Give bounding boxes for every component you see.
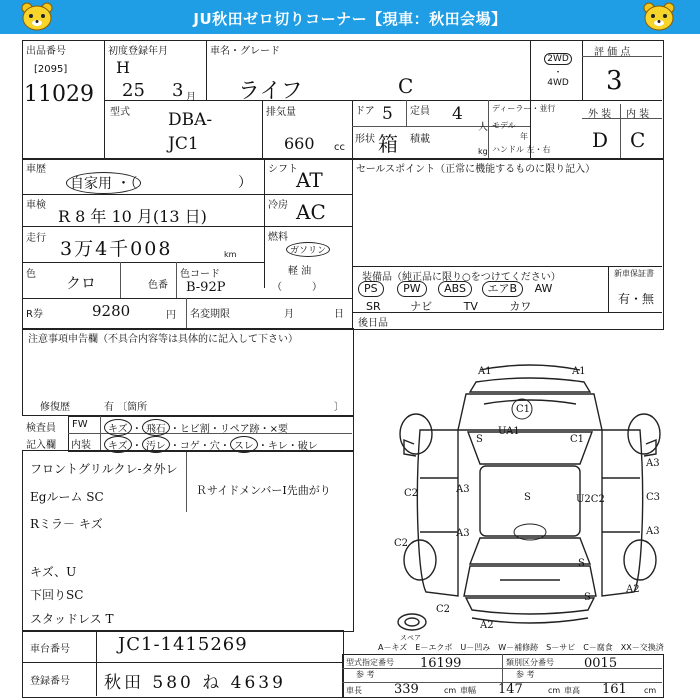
note-line-5: 下回りSC [30, 588, 84, 602]
equipment-row-1 [358, 281, 604, 297]
mark-c2-left: C2 [404, 488, 419, 499]
fw-repair: リペア跡 [219, 424, 260, 435]
type-designation-ref: 参 考 [356, 670, 375, 679]
color-no-label: 色番 [148, 280, 168, 291]
drive-type: 2WD ・ 4WD [538, 46, 578, 88]
inspector-label: 検査員 [26, 423, 56, 434]
repair-history-close: 〕 [334, 402, 344, 413]
header-title: JU秋田ゼロ切りコーナー【現車：秋田会場】 [193, 10, 507, 28]
doors-label: ドア [355, 106, 375, 117]
mark-s-rear-hatch: S [584, 592, 591, 603]
equip-leather: カワ [509, 300, 532, 313]
mark-c1-right: C1 [570, 434, 585, 445]
note-line-3: Rミラ－ キズ [30, 517, 103, 531]
color-label: 色 [26, 269, 36, 280]
mark-a2-rear: A2 [480, 620, 494, 631]
damage-marks [394, 366, 660, 631]
equip-tv: TV [463, 300, 478, 313]
chassis-no: JC1-1415269 [118, 634, 248, 655]
car-length-unit: cm [444, 686, 457, 695]
handle-label: ハンドル 左・右 [492, 145, 551, 154]
chassis-no-label: 車台番号 [30, 644, 70, 655]
model-label: 型式 [110, 107, 130, 118]
handwritten-notes-box [22, 450, 354, 632]
name-change-day: 日 [334, 309, 344, 320]
class-no-ref: 参 考 [516, 670, 535, 679]
grade-eval-label: 評 価 点 [594, 47, 631, 58]
equip-pw: PW [397, 281, 427, 297]
shape-label: 形状 [355, 134, 375, 145]
note-line-1: フロントグリルクレ-タ外レ [30, 462, 178, 476]
equip-aw: AW [534, 282, 553, 295]
cc-unit: cc [334, 142, 345, 153]
mark-a2-right: A2 [626, 584, 640, 595]
mark-s-roof: S [524, 492, 531, 503]
mark-ua1: UA1 [498, 426, 520, 437]
mark-a3-left-rear: A3 [456, 528, 470, 539]
mark-c2-bumper: C2 [436, 604, 451, 615]
kg-unit: kg [478, 147, 488, 156]
fuel-diesel: 軽 油 [288, 266, 312, 277]
equip-ps: PS [358, 281, 384, 297]
inspector-fw: FW [72, 419, 88, 430]
car-name: ライフ [238, 79, 303, 104]
car-width-unit: cm [548, 686, 561, 695]
class-no-label: 類別区分番号 [506, 658, 554, 667]
inspection-label: 車検 [26, 200, 46, 211]
aircon-label: 冷房 [268, 200, 288, 211]
model-year-unit: 年 [520, 132, 528, 141]
note-line-2: Egルーム SC [30, 490, 104, 504]
shape: 箱 [378, 132, 398, 156]
mark-s-rear-right: S [578, 558, 585, 569]
equipment-row-2 [366, 298, 606, 314]
km-unit: km [224, 250, 237, 259]
shift-value: AT [296, 168, 323, 192]
equipment-label: 装備品（純正品に限り○をつけてください） [362, 272, 561, 283]
equip-navi: ナビ [410, 300, 433, 313]
in-burn: コゲ [179, 441, 200, 452]
in-tear: 破レ [297, 441, 318, 452]
history-value: 自家用 ・（ [66, 172, 141, 194]
car-height-unit: cm [644, 686, 657, 695]
era: H [116, 58, 130, 77]
warranty-value: 有・無 [618, 292, 655, 306]
car-height: 161 [602, 682, 627, 697]
capacity: 4 [452, 104, 463, 124]
reg-no-label: 登録番号 [30, 676, 70, 687]
mark-a3-left: A3 [456, 484, 470, 495]
inspector-interior: 内装 [71, 440, 91, 451]
mileage-value: 3万4千008 [60, 238, 173, 260]
r-fee-value: 9280 [92, 302, 131, 320]
fw-replace: ×要 [269, 424, 289, 435]
shift-label: シフト [268, 164, 298, 175]
yen-unit: 円 [166, 310, 176, 321]
car-length-label: 車長 [346, 686, 362, 695]
displacement-label: 排気量 [266, 107, 296, 118]
reg-year: 25 [122, 80, 145, 101]
bear-mascot-icon [642, 2, 676, 32]
mark-a1-left: A1 [478, 366, 492, 377]
car-length: 339 [394, 682, 419, 697]
displacement: 660 [284, 134, 315, 153]
mark-a1-right: A1 [572, 366, 586, 377]
aftermarket-label: 後日品 [358, 318, 388, 329]
lot-number: 11029 [24, 82, 94, 107]
equip-sr: SR [366, 300, 381, 313]
in-dirt: 汚レ [142, 436, 170, 453]
name-change-label: 名変期限 [190, 309, 230, 320]
capacity-unit: 人 [478, 122, 488, 133]
reg-month: 3 [172, 80, 184, 101]
entry-column-label: 記入欄 [26, 440, 56, 451]
equip-airbag: エアB [482, 281, 524, 297]
header-bar [0, 0, 700, 34]
notes-title: 注意事項申告欄（不具合内容等は具体的に記入して下さい） [28, 334, 298, 345]
color-code-label: 色コード [180, 269, 220, 280]
mark-a3-right-rear: A3 [646, 526, 660, 537]
spare-label: スペア [400, 634, 421, 642]
car-height-label: 車高 [564, 686, 580, 695]
interior-label: 内 装 [626, 109, 650, 120]
in-scratch: キズ [104, 436, 132, 453]
model-line1: DBA- [168, 110, 213, 130]
color-value: クロ [66, 274, 97, 292]
fw-crack: ヒビ割 [179, 424, 210, 435]
interior-grade: C [630, 128, 646, 152]
type-designation-label: 型式指定番号 [346, 658, 394, 667]
inspector-fw-items: キズ ・ 飛石 ・ヒビ割・リペア跡・×要 [104, 419, 288, 436]
note-line-4: キズ、U [30, 565, 77, 579]
class-no: 0015 [584, 656, 618, 671]
diagram-handwritten-note: ＲサイドメンバーⅠ先曲がり [196, 484, 331, 497]
color-code: B-92P [186, 280, 226, 295]
car-width: 147 [498, 682, 523, 697]
mark-s-windshield: S [476, 434, 483, 445]
fuel-label: 燃料 [268, 232, 288, 243]
model-year-label: モデル [492, 121, 516, 130]
mark-u2c2: U2C2 [576, 494, 605, 505]
history-close: ） [238, 175, 252, 191]
damage-legend: A－キズ E－エクボ U－凹み W－補修跡 S－サビ C－腐食 XX－交換済 [378, 643, 664, 652]
reg-no: 秋田 580 ね 4639 [104, 673, 286, 693]
grade-point: 3 [606, 66, 623, 96]
inspector-interior-items: キズ ・ 汚レ ・コゲ・穴・ スレ ・キレ・破レ [104, 436, 318, 453]
fw-chip: 飛石 [142, 419, 170, 436]
capacity-label: 定員 [410, 106, 430, 117]
first-reg-label: 初度登録年月 [108, 46, 168, 57]
in-cut: キレ [267, 441, 288, 452]
dealer-label: ディーラー・並行 [492, 104, 556, 113]
inspection-value: R 8 年 10 月(13 日) [58, 207, 207, 226]
note-line-6: スタッドレス T [30, 612, 114, 626]
mileage-label: 走行 [26, 233, 46, 244]
r-fee-label: R券 [26, 309, 43, 320]
model-line2: JC1 [168, 134, 199, 154]
fw-scratch: キズ [104, 419, 132, 436]
lot-prefix: [2095] [34, 64, 68, 75]
aircon-value: AC [296, 200, 326, 224]
exterior-grade: D [592, 128, 609, 152]
payload-label: 積載 [410, 134, 430, 145]
equip-abs: ABS [438, 281, 472, 297]
mark-a3-right-front: A3 [646, 458, 660, 469]
type-designation: 16199 [420, 656, 462, 671]
doors: 5 [382, 104, 393, 124]
history-label: 車歴 [26, 164, 46, 175]
sales-point-label: セールスポイント（正常に機能するものに限り記入） [356, 164, 596, 175]
new-warranty-label: 新車保証書 [614, 269, 654, 278]
in-hole: 穴 [209, 441, 220, 452]
grade: C [398, 74, 414, 98]
damage-diagram [380, 360, 680, 642]
car-name-label: 車名・グレード [210, 46, 280, 57]
repair-history-value: 有 〔箇所 [104, 402, 148, 413]
mark-c1-hood: C1 [516, 404, 531, 415]
fuel-gasoline: ガソリン [286, 242, 330, 257]
exterior-label: 外 装 [588, 109, 612, 120]
in-wear: スレ [230, 436, 258, 453]
repair-history-label: 修復歴 [40, 402, 70, 413]
fuel-other: （ ） [272, 282, 322, 293]
reg-month-unit: 月 [186, 92, 196, 103]
mark-c2-left-rear: C2 [394, 538, 409, 549]
car-width-label: 車幅 [460, 686, 476, 695]
lot-no-label: 出品番号 [26, 46, 66, 57]
name-change-month: 月 [284, 309, 294, 320]
mark-c3: C3 [646, 492, 661, 503]
